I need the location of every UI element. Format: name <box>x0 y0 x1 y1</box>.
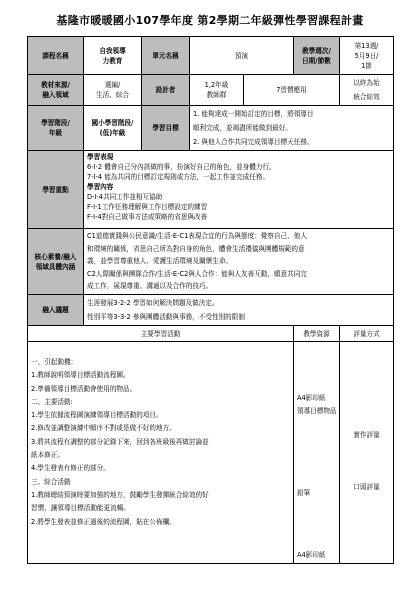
unit-name-label: 單元名稱 <box>142 37 190 75</box>
weeks-label: 教學週次/ 日期/節數 <box>294 37 340 75</box>
goals-value: 1. 能夠達成一開始訂定的目標，將領導目 順利完成，並竭盡所能做到最好。 2. 與他人合作共同完成領導目標天任務。 <box>190 106 394 151</box>
goals-label: 學習目標 <box>142 106 190 151</box>
issues-value: 生涯發展3-2-2 學習如何解決問題及做決定。 性別平等3-3-2 參與團體活動與事務，不受性別的限制 <box>84 295 394 326</box>
performance-title: 學習表現 <box>87 153 114 161</box>
focus-label: 學習重點 <box>28 151 84 229</box>
course-name-label: 課程名稱 <box>28 37 84 75</box>
content-title: 學習內容 <box>87 183 114 191</box>
assessment-header: 評量方式 <box>340 326 394 342</box>
resources-header: 教學資源 <box>294 326 340 342</box>
course-name-value: 自我領導 力教育 <box>84 37 142 75</box>
resource-paper-2: A4影印紙 <box>297 551 326 559</box>
weeks-value: 第13週/ 5月9日/ 1節 <box>340 37 394 75</box>
activities-body: 一、引起動機： 1.教師說明領導目標活動流程圖。 2.準備領導目標活動會使用的物品。 二、主要活動: 1.學生依據流程圖演練領導目標活動的項目。 2.修改並調整演練中順序不對或是做不好的地方。 3.將其流程有調整的部分記錄下來，回到各班級後再做討論並 紙本修正。 4.學生發表有修正的部分。 三、綜合活動 1.教師總結預演時要加強的地方，鼓勵學生發揮統合綜效的好 習慣，讓領導目標活動能更流暢。 2.將學生發表並修正過後的流程圖，貼在公佈欄。 <box>28 342 294 564</box>
assessment-practical: 實作評量 <box>353 431 380 439</box>
source-label: 教材來源/ 融入領域 <box>28 75 84 106</box>
core-literacy-value: C1道德實踐與公民意識/生活-E-C1表現合宜的行為與態度：覺察自己、他人 和環境的關係，省思自己所為對自身的角色，體會生活禮儀與團體規範的意 義，並學習尊重他人、愛護生活環境及關懷生命。 C2人際關係與團隊合作/生活-E-C2與人合作：能與人友善互動，願意共同完 成工作，展現尊重、溝通以及合作的技巧。 <box>84 229 394 295</box>
core-literacy-label: 核心素養/融入 領域具體內涵 <box>28 229 84 295</box>
resources-body <box>294 342 340 564</box>
habit-note: 以終為始 統合綜效 <box>340 75 394 106</box>
unit-name-value: 預演 <box>190 37 294 75</box>
designer-label: 設計者 <box>142 75 190 106</box>
habit-value: 7習慣應用 <box>244 75 340 106</box>
page-title: 基隆市暖暖國小107學年度 第2學期二年級彈性學習課程計畫 <box>56 14 364 27</box>
source-value: 選編/ 生活、綜合 <box>84 75 142 106</box>
designer-value: 1,2年級 教師群 <box>190 75 244 106</box>
resource-paper: A4影印紙 <box>297 394 326 402</box>
stage-label: 學習階段/ 年級 <box>28 106 84 151</box>
activities-header: 主要學習活動 <box>28 326 294 342</box>
assessment-oral: 口頭評量 <box>353 483 380 491</box>
stage-value: 國小學習階段/ (低)年級 <box>84 106 142 151</box>
resource-pencil: 鉛筆 <box>297 489 311 497</box>
resource-items: 領導目標物品 <box>297 407 337 415</box>
focus-value: 學習表現 6-I-2 體會自己分內該做的事，扮演好自己的角色，並身體力行。 7-I-4 能為共同的目標訂定規則或方法，一起工作並完成任務。 學習內容 D-I-4共同工作並相互協助 F-I-1工作任務理解與工作目標設定的練習 F-I-4對自己做事方法或策略的省思與改善 <box>84 151 394 229</box>
assessment-body <box>340 342 394 564</box>
course-plan-table <box>27 36 394 564</box>
issues-label: 融入議題 <box>28 295 84 326</box>
